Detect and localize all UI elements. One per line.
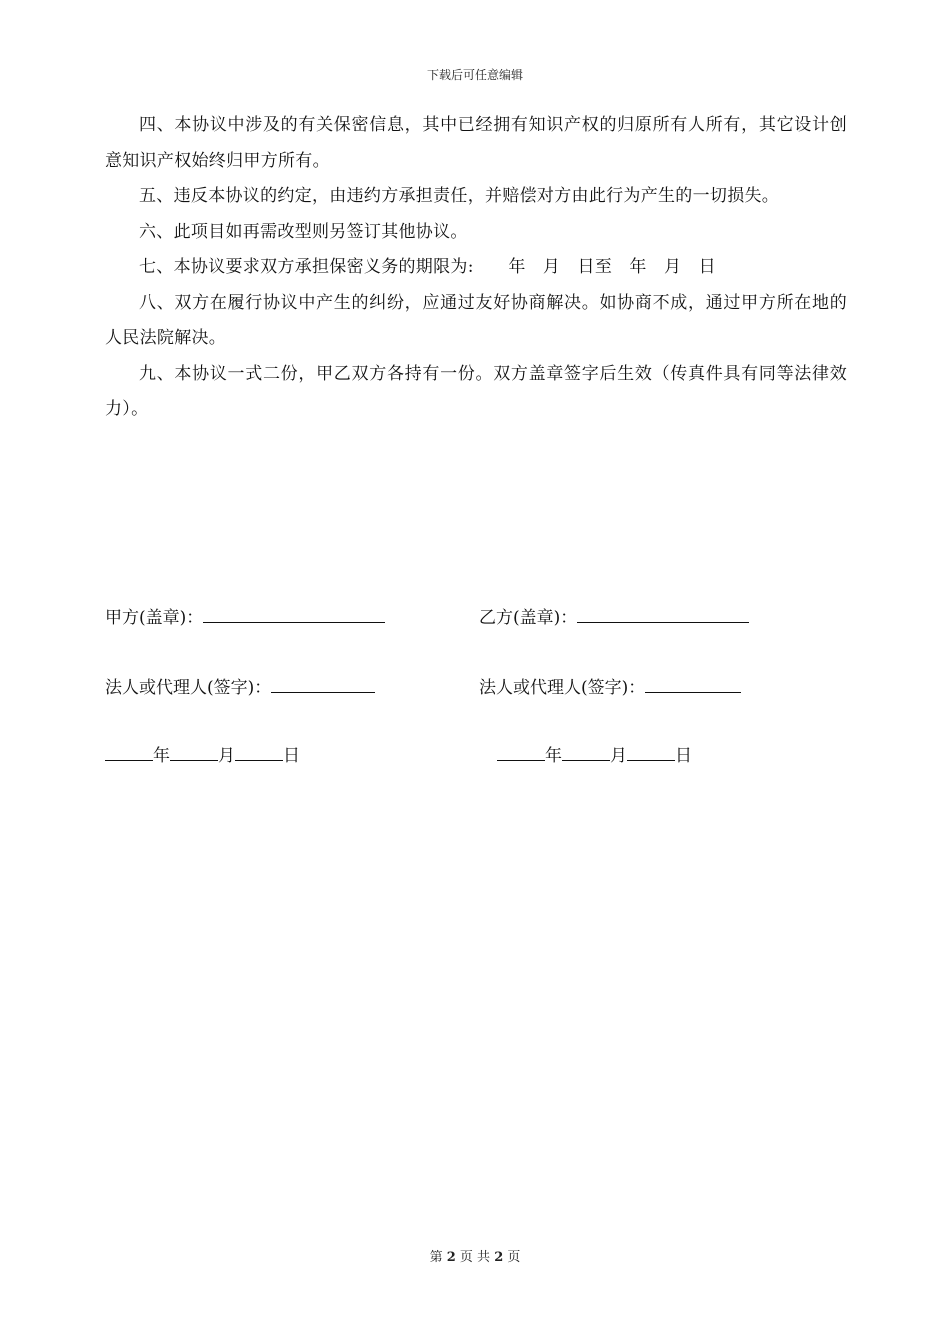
party-a-rep-label: 法人或代理人(签字)：: [105, 678, 272, 698]
party-b-seal-label: 乙方(盖章)：: [479, 608, 578, 628]
page-footer: [0, 1246, 950, 1265]
party-b-day-blank[interactable]: [627, 742, 675, 761]
party-b-date-row: [497, 742, 692, 768]
party-b-rep-row: [479, 674, 741, 700]
party-a-seal-line[interactable]: [203, 604, 385, 623]
party-b-year-blank[interactable]: [497, 742, 545, 761]
party-a-year-label: 年: [153, 746, 170, 766]
clause-4: 四、本协议中涉及的有关保密信息，其中已经拥有知识产权的归原所有人所有，其它设计创意知识产权始终归甲方所有。: [105, 115, 847, 171]
party-b-month-blank[interactable]: [562, 742, 610, 761]
footer-total-pages: 2: [494, 1250, 504, 1265]
footer-suffix: 页: [507, 1250, 521, 1265]
party-a-seal-row: [105, 604, 385, 630]
footer-prefix: 第: [429, 1250, 443, 1265]
party-b-seal-row: [479, 604, 749, 630]
clause-7: 七、本协议要求双方承担保密义务的期限为: 年 月 日至 年 月 日: [139, 257, 716, 277]
clause-6: 六、此项目如再需改型则另签订其他协议。: [139, 221, 468, 242]
footer-middle: 页 共: [459, 1250, 491, 1265]
party-a-day-label: 日: [283, 746, 300, 766]
party-a-rep-row: [105, 674, 375, 700]
party-b-rep-line[interactable]: [645, 674, 741, 693]
party-b-year-label: 年: [545, 746, 562, 766]
party-b-seal-line[interactable]: [577, 604, 749, 623]
clause-8: 八、双方在履行协议中产生的纠纷，应通过友好协商解决。如协商不成，通过甲方所在地的人民法院解决。: [105, 292, 847, 348]
party-a-year-blank[interactable]: [105, 742, 153, 761]
party-a-seal-label: 甲方(盖章)：: [105, 608, 204, 628]
party-a-month-blank[interactable]: [170, 742, 218, 761]
party-a-date-row: [105, 742, 300, 768]
party-a-rep-line[interactable]: [271, 674, 375, 693]
party-a-day-blank[interactable]: [235, 742, 283, 761]
party-b-day-label: 日: [675, 746, 692, 766]
footer-page-number: 2: [446, 1250, 456, 1265]
clause-9: 九、本协议一式二份，甲乙双方各持有一份。双方盖章签字后生效（传真件具有同等法律效力）。: [105, 363, 847, 419]
agreement-clauses: [105, 108, 847, 428]
party-b-rep-label: 法人或代理人(签字)：: [479, 678, 646, 698]
page-header: 下载后可任意编辑: [426, 68, 523, 82]
party-b-month-label: 月: [610, 746, 627, 766]
clause-5: 五、违反本协议的约定，由违约方承担责任，并赔偿对方由此行为产生的一切损失。: [139, 186, 780, 206]
party-a-month-label: 月: [218, 746, 235, 766]
